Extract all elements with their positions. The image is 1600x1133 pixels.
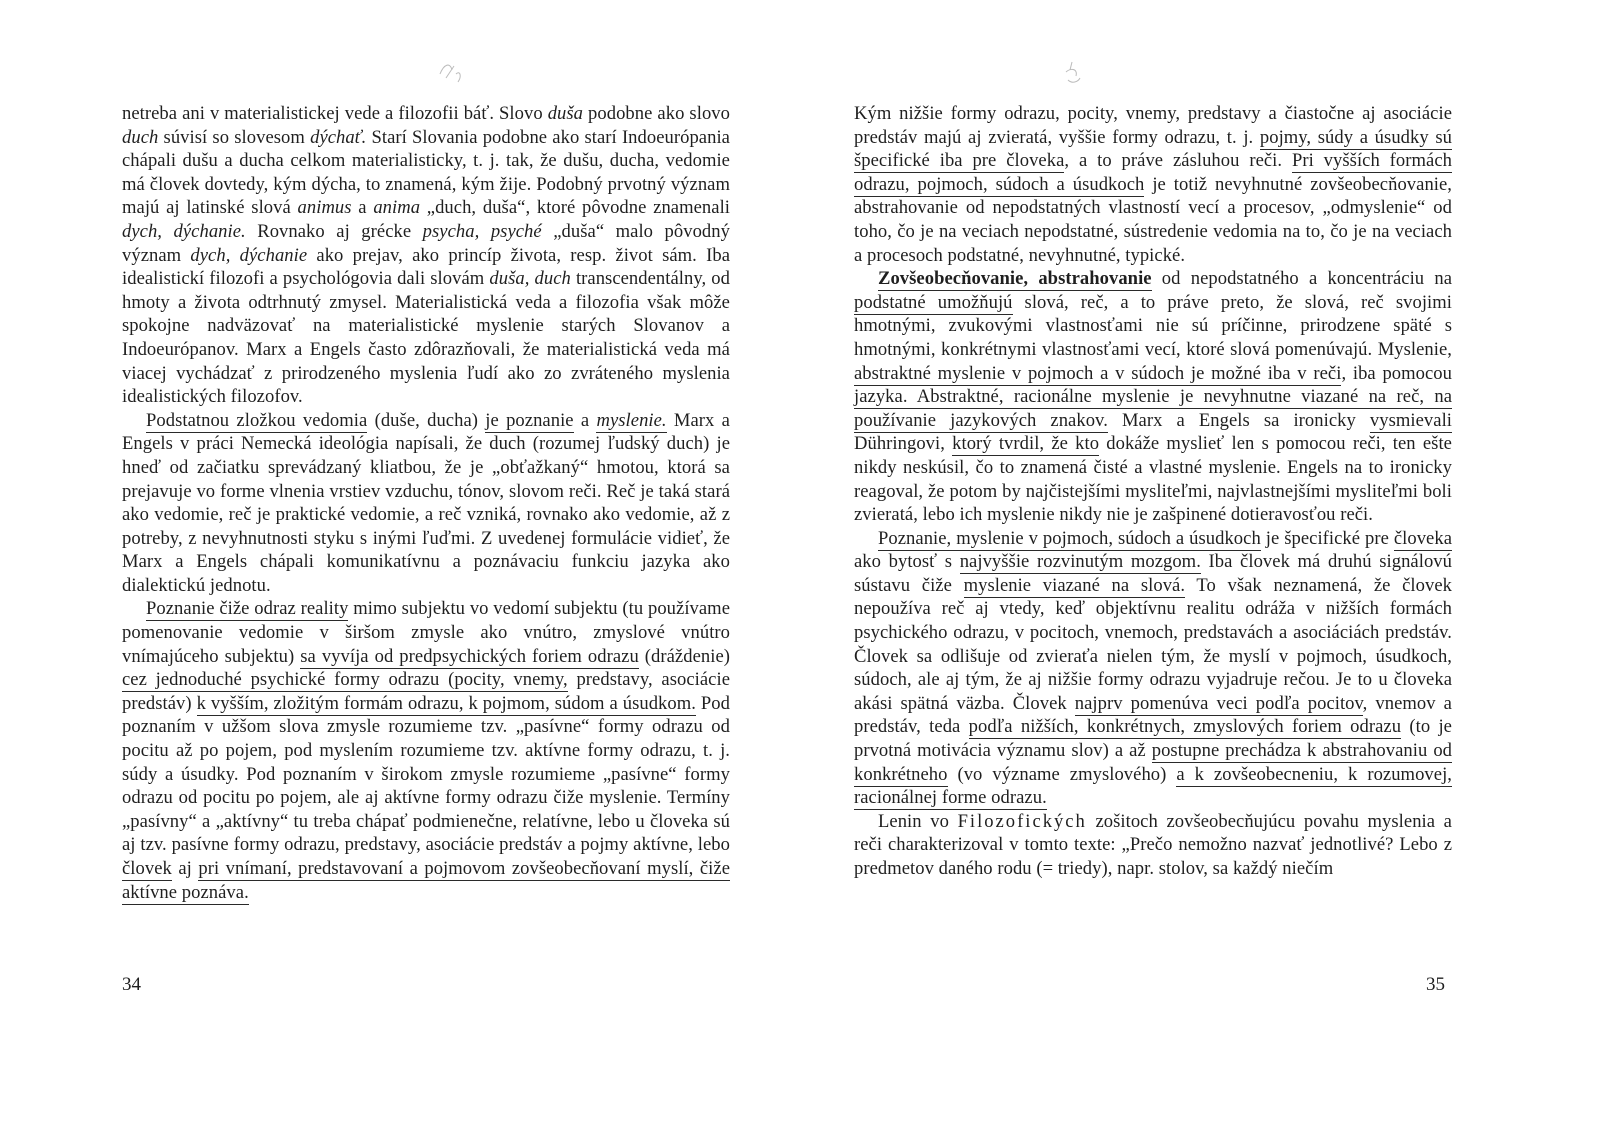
pen-underlined-text: sa vyvíja od predpsychických foriem odrazu <box>300 645 639 667</box>
pen-underlined-text: cez jednoduché psychické formy odrazu (pocity, vnemy, <box>122 669 568 691</box>
pen-underlined-text: a k zovšeobecneniu, k rozumovej, racionálnej forme odrazu. <box>854 763 1452 809</box>
text-segment: netreba ani v materialistickej vede a filozofii báť. Slovo <box>122 103 548 124</box>
text-segment: dokáže myslieť len s pomocou reči, ten ešte nikdy neskúsil, čo to znamená čisté a vlastné myslenie. Engels na to ironicky reagoval, že potom by najčistejšími mysliteľmi, najvlastnejšími mysliteľmi boli zvieratá, lebo ich myslenie nikdy nie je zašpinené dotieravosťou reči. <box>854 433 1452 526</box>
left-page-text <box>122 102 730 904</box>
text-segment: Iba človek má druhú signálovú sústavu čiže <box>854 551 1452 596</box>
text-segment: animus <box>297 197 352 219</box>
text-segment: Filozofických <box>957 810 1087 832</box>
right-page-paragraph <box>854 102 1452 267</box>
text-segment: Marx a Engels v práci Nemecká ideológia napísali, že duch (rozumej ľudský duch) je hneď od začiatku sprevádzaný kliatbou, že je „obťažkaný“ hmotou, ktorá sa prejavuje vo forme vlnenia vrstiev vzduchu, tónov, slovom reči. Reč je taká stará ako vedomie, reč je praktické vedomie, a reč vzniká, rovnako ako vedomie, až z potreby, z nevyhnutnosti styku s inými ľuďmi. Z uvedenej formulácie vidieť, že Marx a Engels chápali komunikatívnu a poznávaciu funkciu jazyka ako dialektickú jednotu. <box>122 409 730 596</box>
text-segment: „duša“ malo pôvodný význam <box>122 220 730 266</box>
left-page-paragraph <box>122 597 730 904</box>
pen-underlined-text: Poznanie čiže odraz reality <box>146 598 349 620</box>
text-segment: ako prejav, ako princíp života, resp. život sám. Iba idealistickí filozofi a psychológovia dali slovám <box>122 244 730 290</box>
pen-underlined-text: k vyšším, zložitým formám odrazu, k pojmom, súdom a úsudkom. <box>196 692 696 714</box>
text-segment: súvisí so slovesom <box>158 126 311 148</box>
pen-underlined-text: človeka <box>1393 527 1452 549</box>
text-segment: „duch, duša“, ktoré pôvodne znamenali <box>420 197 730 219</box>
text-segment: aj <box>171 858 199 879</box>
right-page <box>800 0 1600 1133</box>
pen-underlined-text: pojmy, súdy a úsudky sú špecifické iba pre človeka <box>854 126 1452 172</box>
page-number-right: 35 <box>1426 974 1445 995</box>
text-segment: transcendentálny, od hmoty a života odtrhnutý zmysel. Materialistická veda a filozofia však môže spokojne nadväzovať na materialistické myslenie starých Slovanov a Indoeurópanov. Marx a Engels často zdôrazňovali, že materialistická veda má viacej vychádzať z prirodzeného myslenia ľudí ako zo zvráteného myslenia idealistických filozofov. <box>122 268 730 408</box>
pencil-scribble-mark <box>432 56 472 92</box>
pen-underlined-text: jazyka. Abstraktné, racionálne myslenie je nevyhnutne viazané na reč, na používanie jazykových znakov. <box>854 386 1452 431</box>
text-segment: duša, duch <box>489 268 571 290</box>
text-segment: a <box>573 409 597 431</box>
text-segment: Marx a Engels sa ironicky <box>1107 409 1370 431</box>
text-segment: duša <box>547 103 584 124</box>
left-page-paragraph <box>122 409 730 598</box>
pen-underlined-text: podstatné umožňujú <box>854 291 1013 313</box>
text-segment: To však neznamená, že človek nepoužíva reč aj vtedy, keď objektívnu realitu odráža v nižších formách psychického odrazu, v pocitoch, vnemoch, predstavách a asociáciách predstáv. Človek sa odlišuje od zvieraťa nielen tým, že myslí v pojmoch, úsudkoch, súdoch, ale aj tým, že aj nižšie formy odrazu vyjadruje rečou. Je to u človeka akási spätná väzba. Človek <box>854 574 1452 714</box>
text-segment: ako bytosť s <box>854 551 960 573</box>
left-page-paragraph <box>122 102 730 409</box>
text-segment: (dráždenie) <box>638 645 730 667</box>
pencil-scribble-mark <box>1054 56 1094 92</box>
text-segment: dych, dýchanie. <box>122 220 246 242</box>
pen-underlined-text: človek <box>122 858 172 879</box>
text-segment: (duše, ducha) <box>367 409 486 431</box>
text-segment: dych, dýchanie <box>190 244 308 266</box>
text-segment: (to je prvotná motivácia významu slov) a až <box>854 716 1452 762</box>
right-page-paragraph <box>854 267 1452 527</box>
pen-underlined-text: Podstatnou zložkou vedomia <box>146 409 368 431</box>
text-segment: Starí Slovania podobne ako starí Indoeurópania chápali dušu a ducha celkom materialisticky, t. j. tak, že dušu, ducha, vedomie má človek dovtedy, kým dýcha, to znamená, kým žije. Podobný prvotný význam majú aj latinské slová <box>122 126 730 219</box>
text-segment: Pod poznaním v užšom slova zmysle rozumieme tzv. „pasívne“ formy odrazu od pocitu až po pojem, pod myslením rozumieme tzv. aktívne formy odrazu, t. j. súdy a úsudky. Pod poznaním v širokom zmysle rozumieme „pasívne“ formy odrazu od pocitu po pojem, ale aj aktívne formy odrazu čiže myslenie. Termíny „pasívny“ a „aktívny“ tu treba chápať podmienečne, relatívne, lebo u človeka sú aj tzv. pasívne formy odrazu, predstavy, asociácie predstáv a pojmy aktívne, lebo <box>122 692 730 856</box>
text-segment: dýchať. <box>310 126 367 148</box>
text-segment: psycha, psyché <box>422 220 542 242</box>
pen-underlined-text: abstraktné myslenie v pojmoch a v súdoch je možné iba v reči <box>854 362 1342 384</box>
text-segment: Rovnako aj grécke <box>245 220 423 242</box>
text-segment: , vnemov a predstáv, teda <box>854 692 1452 738</box>
text-segment: (vo význame zmyslového) <box>947 763 1177 785</box>
pen-underlined-text: najprv pomenúva veci podľa pocitov <box>1074 692 1363 714</box>
text-segment: Kým nižšie formy odrazu, pocity, vnemy, predstavy a čiastočne aj asociácie predstáv majú aj zvieratá, vyššie formy odrazu, t. j. <box>854 103 1452 148</box>
pen-underlined-text: myslenie. <box>596 409 667 431</box>
text-segment: od nepodstatného a koncentráciu na <box>1151 268 1452 290</box>
pen-underlined-text: podľa nižších, konkrétnych, zmyslových foriem odrazu <box>968 716 1402 738</box>
pen-underlined-text: postupne prechádza k abstrahovaniu od konkrétneho <box>854 740 1453 785</box>
text-segment: zošitoch zovšeobecňujúcu povahu myslenia a reči charakterizoval v tomto texte: „Prečo nemožno nazvať jednotlivé? Lebo z predmetov daného rodu (= triedy), napr. stolov, sa každý niečím <box>854 810 1452 879</box>
pen-underlined-text: Pri vyšších formách odrazu, pojmoch, súdoch a úsudkoch <box>854 150 1452 195</box>
text-segment: Dühringovi, <box>854 433 953 455</box>
text-segment: je totiž nevyhnutné zovšeobecňovanie, abstrahovanie od nepodstatných vlastností vecí a procesov, „odmyslenie“ od toho, čo je na veciach nepodstatné, sústredenie vedomia na to, čo je na veciach a procesoch podstatné, nevyhnutné, typické. <box>854 173 1453 266</box>
pen-underlined-text: vysmievali <box>1369 409 1452 431</box>
pen-underlined-text: najvyššie rozvinutým mozgom. <box>959 551 1201 573</box>
pen-underlined-text: Poznanie, myslenie v pojmoch, súdoch a úsudkoch <box>878 527 1261 549</box>
text-segment: podobne ako slovo <box>583 103 730 124</box>
right-page-text <box>854 102 1452 881</box>
text-segment: duch <box>122 126 159 148</box>
text-segment: anima <box>373 197 421 219</box>
text-segment: , a to práve zásluhou reči. <box>1064 150 1292 172</box>
right-page-paragraph <box>854 810 1452 881</box>
right-page-paragraph <box>854 527 1452 810</box>
pen-underlined-text: je poznanie <box>485 409 574 431</box>
text-segment: a <box>351 197 374 219</box>
text-segment: slová, reč, a to práve preto, že slová, reč svojimi hmotnými, zvukovými vlastnosťami nie sú príčinne, prirodzene späté s hmotnými, konkrétnymi vlastnosťami vecí, ktoré slová pomenúvajú. Myslenie, <box>854 291 1452 360</box>
text-segment: Lenin vo <box>878 810 958 832</box>
page-number-left: 34 <box>122 974 141 995</box>
pen-underlined-text: pri vnímaní, predstavovaní a pojmovom zovšeobecňovaní myslí, čiže aktívne poznáva. <box>122 858 730 903</box>
pen-underlined-text: ktorý tvrdil, že kto <box>952 433 1100 455</box>
pen-underlined-text: Zovšeobecňovanie, abstrahovanie <box>878 268 1152 290</box>
text-segment: mimo subjektu vo vedomí subjektu (tu používame pomenovanie vedomie v širšom zmysle ako vnútro, zmyslové vnútro vnímajúceho subjektu) <box>122 598 730 667</box>
pen-underlined-text: myslenie viazané na slová. <box>963 574 1186 596</box>
text-segment: predstavy, asociácie predstáv) <box>122 669 730 714</box>
text-segment: , iba pomocou <box>1341 362 1453 384</box>
text-segment: je špecifické pre <box>1260 527 1394 549</box>
